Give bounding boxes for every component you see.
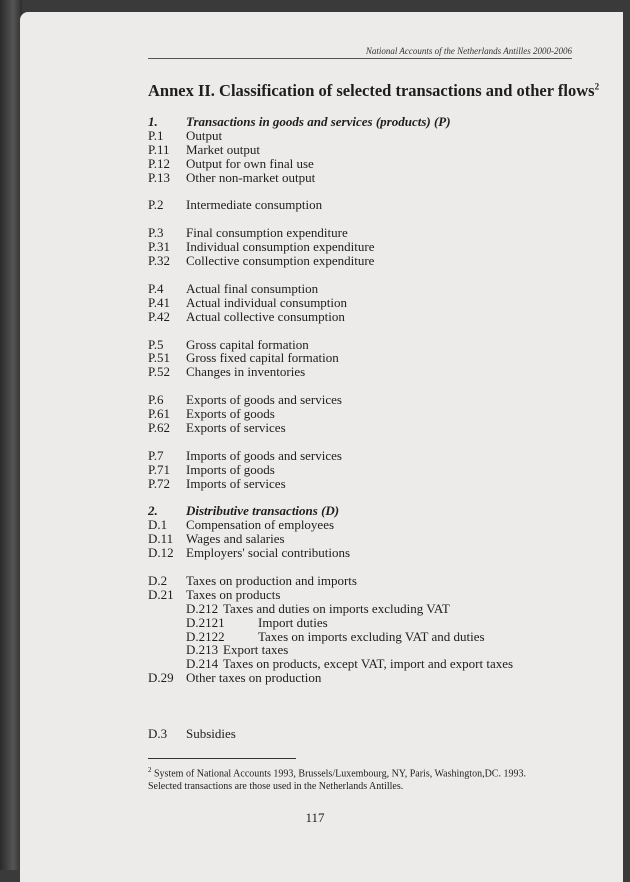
- item-code: P.62: [148, 419, 171, 435]
- item-code: D.2122: [186, 628, 225, 644]
- list-item: [148, 643, 588, 657]
- item-code: D.21: [148, 586, 174, 602]
- item-code: P.71: [148, 461, 171, 477]
- item-label: Changes in inventories: [186, 364, 306, 380]
- list-item: [148, 602, 588, 616]
- item-code: P.42: [148, 308, 171, 324]
- list-item: [148, 727, 588, 741]
- list-item: [148, 171, 588, 185]
- item-code: D.214: [186, 656, 219, 672]
- footnote-line-2: Selected transactions are those used in the Netherlands Antilles.: [148, 781, 404, 793]
- list-item: [148, 477, 588, 491]
- item-label: Exports of services: [186, 419, 286, 435]
- item-label: Taxes on products, except VAT, import and export taxes: [223, 656, 514, 672]
- blank-line: [148, 699, 588, 713]
- item-code: D.212: [186, 600, 219, 616]
- list-item: [148, 157, 588, 171]
- item-label: Exports of goods and services: [186, 392, 342, 408]
- list-item: [148, 393, 588, 407]
- blank-line: [148, 685, 588, 699]
- item-code: D.213: [186, 642, 219, 658]
- item-code: P.52: [148, 364, 171, 380]
- item-label: Subsidies: [186, 725, 236, 741]
- item-label: Actual collective consumption: [186, 308, 345, 324]
- item-code: P.5: [148, 336, 164, 352]
- list-item: [148, 463, 588, 477]
- item-label: Wages and salaries: [186, 531, 285, 547]
- list-item: [148, 129, 588, 143]
- item-label: Compensation of employees: [186, 517, 335, 533]
- item-code: D.11: [148, 531, 174, 547]
- item-label: Final consumption expenditure: [186, 225, 348, 241]
- item-code: D.12: [148, 545, 174, 561]
- list-item: [148, 671, 588, 685]
- blank-line: [148, 324, 588, 338]
- page-number: 117: [305, 810, 325, 825]
- item-label: Actual individual consumption: [186, 294, 348, 310]
- item-label: Import duties: [258, 614, 328, 630]
- item-label: Export taxes: [223, 642, 289, 658]
- list-item: [148, 616, 588, 630]
- item-code: D.1: [148, 517, 168, 533]
- list-item: [148, 282, 588, 296]
- item-code: P.51: [148, 350, 171, 366]
- list-item: [148, 296, 588, 310]
- item-label: Output: [186, 127, 223, 143]
- list-item: [148, 630, 588, 644]
- item-label: Actual final consumption: [186, 280, 319, 296]
- list-item: [148, 338, 588, 352]
- item-label: Imports of goods: [186, 461, 275, 477]
- blank-line: [148, 268, 588, 282]
- header-rule: [148, 58, 572, 59]
- book-binding: [0, 0, 22, 870]
- list-item: [148, 518, 588, 532]
- item-label: Taxes on imports excluding VAT and duties: [258, 628, 485, 644]
- list-item: [148, 407, 588, 421]
- list-item: [148, 240, 588, 254]
- item-label: Employers' social contributions: [186, 545, 351, 561]
- list-item: [148, 546, 588, 560]
- item-label: Intermediate consumption: [186, 197, 323, 213]
- blank-line: [148, 212, 588, 226]
- item-code: P.7: [148, 447, 164, 463]
- item-code: P.31: [148, 239, 171, 255]
- item-label: Market output: [186, 141, 261, 157]
- item-label: Output for own final use: [186, 155, 314, 171]
- blank-line: [148, 379, 588, 393]
- item-label: Gross fixed capital formation: [186, 350, 339, 366]
- item-code: P.1: [148, 127, 164, 143]
- item-code: P.41: [148, 294, 171, 310]
- list-item: [148, 657, 588, 671]
- page-title: [148, 81, 599, 101]
- blank-line: [148, 435, 588, 449]
- list-item: [148, 365, 588, 379]
- footnote-marker: 2: [148, 766, 152, 774]
- item-label: Distributive transactions (D): [186, 503, 340, 519]
- item-code: P.13: [148, 169, 171, 185]
- running-header: National Accounts of the Netherlands Antilles 2000-2006: [365, 46, 572, 56]
- item-code: P.12: [148, 155, 171, 171]
- title-text: Annex II. Classification of selected transactions and other flows: [148, 81, 595, 100]
- item-label: Individual consumption expenditure: [186, 239, 375, 255]
- section-heading: [148, 115, 588, 129]
- list-item: [148, 421, 588, 435]
- item-label: Imports of services: [186, 475, 286, 491]
- list-item: [148, 198, 588, 212]
- item-code: P.61: [148, 406, 171, 422]
- blank-line: [148, 185, 588, 199]
- section-heading: [148, 504, 588, 518]
- item-label: Gross capital formation: [186, 336, 309, 352]
- item-code: P.2: [148, 197, 164, 213]
- footnote: [148, 764, 588, 793]
- item-code: P.6: [148, 392, 164, 408]
- item-label: Other non-market output: [186, 169, 316, 185]
- blank-line: [148, 490, 588, 504]
- item-code: 2.: [148, 503, 158, 519]
- item-code: P.11: [148, 141, 170, 157]
- item-code: D.3: [148, 725, 168, 741]
- item-code: P.4: [148, 280, 164, 296]
- item-code: P.3: [148, 225, 164, 241]
- item-code: 1.: [148, 114, 158, 129]
- list-item: [148, 351, 588, 365]
- classification-list: [148, 115, 588, 741]
- blank-line: [148, 713, 588, 727]
- list-item: [148, 143, 588, 157]
- item-label: Taxes on products: [186, 586, 281, 602]
- title-footnote-ref: 2: [594, 81, 600, 92]
- list-item: [148, 449, 588, 463]
- list-item: [148, 254, 588, 268]
- item-code: D.2121: [186, 614, 225, 630]
- item-label: Taxes on production and imports: [186, 572, 357, 588]
- list-item: [148, 574, 588, 588]
- footnote-rule: [148, 758, 296, 759]
- item-label: Taxes and duties on imports excluding VAT: [223, 600, 450, 616]
- item-code: P.32: [148, 253, 171, 269]
- list-item: [148, 226, 588, 240]
- list-item: [148, 588, 588, 602]
- item-label: Transactions in goods and services (products) (P): [186, 114, 451, 129]
- item-label: Exports of goods: [186, 406, 275, 422]
- list-item: [148, 532, 588, 546]
- list-item: [148, 310, 588, 324]
- item-code: P.72: [148, 475, 171, 491]
- item-code: D.29: [148, 670, 174, 686]
- item-code: D.2: [148, 572, 168, 588]
- item-label: Imports of goods and services: [186, 447, 342, 463]
- footnote-line-1: System of National Accounts 1993, Brussels/Luxembourg, NY, Paris, Washington,DC. 1993.: [154, 768, 526, 780]
- item-label: Other taxes on production: [186, 670, 322, 686]
- blank-line: [148, 560, 588, 574]
- item-label: Collective consumption expenditure: [186, 253, 375, 269]
